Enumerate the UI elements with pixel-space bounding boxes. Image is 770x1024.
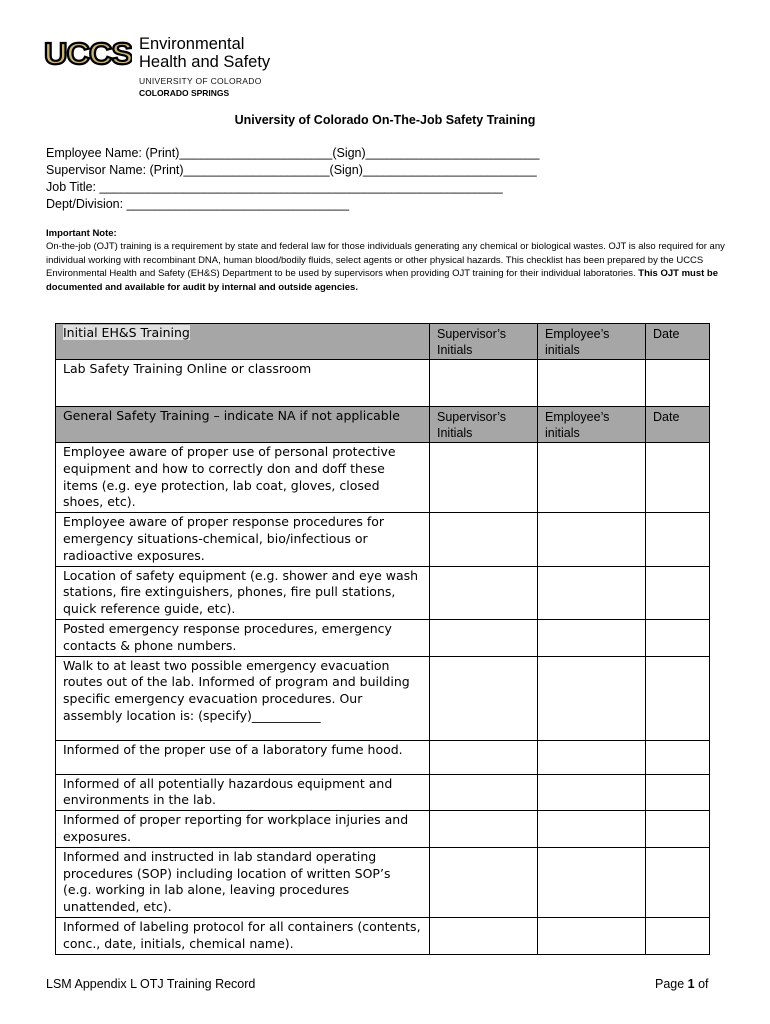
page-of: of — [694, 977, 709, 991]
section2-header-row — [56, 407, 710, 443]
logo-text: UCCS — [44, 38, 132, 68]
employee-initials-cell[interactable] — [538, 360, 646, 407]
section1-header-row — [56, 324, 710, 360]
note-bold-text: This OJT must be documented and available for audit by internal and outside agencies. — [46, 268, 719, 293]
supervisor-initials-cell[interactable] — [430, 443, 538, 513]
page-label: Page — [655, 977, 688, 991]
date-cell[interactable] — [646, 917, 710, 954]
document-title: University of Colorado On-The-Job Safety Training — [234, 113, 536, 127]
uccs-logo — [44, 32, 304, 102]
supervisor-initials-cell[interactable] — [430, 513, 538, 566]
department-line1: Environmental — [139, 35, 245, 53]
department-line2: Health and Safety — [139, 53, 271, 71]
date-cell[interactable] — [646, 619, 710, 656]
table-row — [56, 656, 710, 740]
employee-initials-cell[interactable] — [538, 774, 646, 811]
page-number: 1 — [687, 977, 695, 991]
uccs-wordmark-icon — [44, 38, 132, 68]
table-row — [56, 360, 710, 407]
supervisor-initials-cell[interactable] — [430, 656, 538, 740]
footer-page-number — [655, 977, 709, 991]
table-row — [56, 917, 710, 954]
section1-header: Initial EH&S Training — [56, 324, 430, 360]
supervisor-initials-cell[interactable] — [430, 740, 538, 774]
supervisor-initials-cell[interactable] — [430, 847, 538, 917]
training-checklist-table — [55, 323, 710, 955]
table-row — [56, 811, 710, 848]
supervisor-initials-cell[interactable] — [430, 811, 538, 848]
supervisor-initials-cell[interactable] — [430, 774, 538, 811]
supervisor-initials-cell[interactable] — [430, 619, 538, 656]
employee-initials-header: Employee’s initials — [538, 407, 646, 443]
row-description: Employee aware of proper response procedures for emergency situations-chemical, bio/infectious or radioactive exposures. — [56, 513, 430, 566]
dept-division-field[interactable]: Dept/Division: ________________________________ — [46, 197, 350, 211]
row-description: Informed of all potentially hazardous equipment and environments in the lab. — [56, 774, 430, 811]
row-description: Posted emergency response procedures, emergency contacts & phone numbers. — [56, 619, 430, 656]
date-cell[interactable] — [646, 443, 710, 513]
date-cell[interactable] — [646, 811, 710, 848]
row-description: Employee aware of proper use of personal protective equipment and how to correctly don and doff these items (e.g. eye protection, lab coat, gloves, closed shoes, etc). — [56, 443, 430, 513]
row-description: Lab Safety Training Online or classroom — [56, 360, 430, 407]
employee-initials-cell[interactable] — [538, 566, 646, 619]
note-text: On-the-job (OJT) training is a requirement by state and federal law for those individuals generating any chemical or biological wastes. OJT is also required for any individual working with recombinant DNA, human blood/bodily fluids, select agents or other physical hazards. This checklist has been prepared by the UCCS Environmental Health and Safety (EH&S) Department to be used by supervisors when providing OJT training for their individual laboratories. — [46, 241, 725, 280]
date-header: Date — [646, 324, 710, 360]
date-cell[interactable] — [646, 774, 710, 811]
supervisor-initials-cell[interactable] — [430, 566, 538, 619]
employee-initials-cell[interactable] — [538, 847, 646, 917]
date-cell[interactable] — [646, 513, 710, 566]
row-description: Informed of proper reporting for workplace injuries and exposures. — [56, 811, 430, 848]
supervisor-name-field[interactable]: Supervisor Name: (Print)_____________________(Sign)_________________________ — [46, 163, 537, 177]
date-header: Date — [646, 407, 710, 443]
table-row — [56, 774, 710, 811]
note-heading: Important Note: — [46, 228, 117, 239]
table-row — [56, 619, 710, 656]
employee-initials-cell[interactable] — [538, 740, 646, 774]
note-body — [46, 240, 726, 294]
table-row — [56, 847, 710, 917]
employee-initials-cell[interactable] — [538, 656, 646, 740]
employee-initials-cell[interactable] — [538, 917, 646, 954]
date-cell[interactable] — [646, 566, 710, 619]
employee-initials-cell[interactable] — [538, 443, 646, 513]
row-description: Informed of labeling protocol for all containers (contents, conc., date, initials, chemical name). — [56, 917, 430, 954]
section2-header: General Safety Training – indicate NA if not applicable — [56, 407, 430, 443]
campus-name: COLORADO SPRINGS — [139, 88, 230, 98]
row-description: Informed and instructed in lab standard operating procedures (SOP) including location of written SOP’s (e.g. working in lab alone, leaving procedures unattended, etc). — [56, 847, 430, 917]
table-row — [56, 740, 710, 774]
table-row — [56, 443, 710, 513]
date-cell[interactable] — [646, 740, 710, 774]
supervisor-initials-header: Supervisor’s Initials — [430, 324, 538, 360]
table-row — [56, 566, 710, 619]
date-cell[interactable] — [646, 847, 710, 917]
row-description: Location of safety equipment (e.g. shower and eye wash stations, fire extinguishers, phones, fire pull stations, quick reference guide, etc). — [56, 566, 430, 619]
row-description: Informed of the proper use of a laboratory fume hood. — [56, 740, 430, 774]
footer-document-name: LSM Appendix L OTJ Training Record — [46, 977, 256, 991]
employee-initials-cell[interactable] — [538, 513, 646, 566]
table-row — [56, 513, 710, 566]
employee-initials-header: Employee’s initials — [538, 324, 646, 360]
supervisor-initials-cell[interactable] — [430, 360, 538, 407]
date-cell[interactable] — [646, 656, 710, 740]
date-cell[interactable] — [646, 360, 710, 407]
row-description: Walk to at least two possible emergency evacuation routes out of the lab. Informed of program and building specific emergency evacuation procedures. Our assembly location is: (specify)___________ — [56, 656, 430, 740]
supervisor-initials-cell[interactable] — [430, 917, 538, 954]
employee-initials-cell[interactable] — [538, 619, 646, 656]
job-title-field[interactable]: Job Title: __________________________________________________________ — [46, 180, 503, 194]
employee-name-field[interactable]: Employee Name: (Print)______________________(Sign)_________________________ — [46, 146, 540, 160]
employee-initials-cell[interactable] — [538, 811, 646, 848]
supervisor-initials-header: Supervisor’s Initials — [430, 407, 538, 443]
university-name: UNIVERSITY OF COLORADO — [139, 76, 262, 86]
